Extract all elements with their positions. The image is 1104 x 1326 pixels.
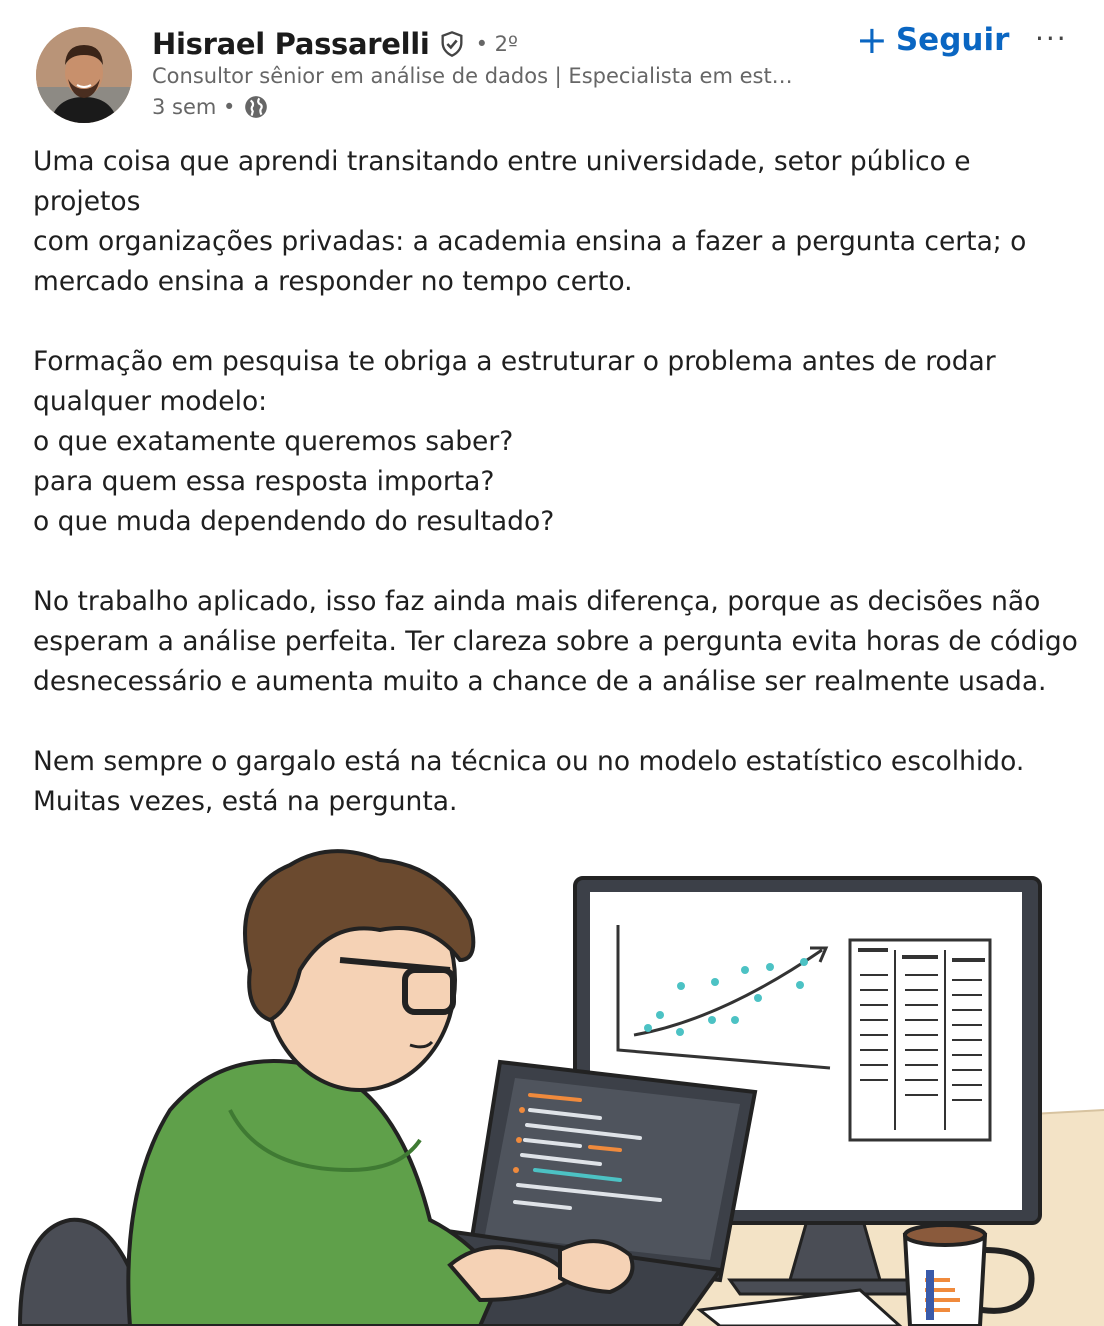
text-line: No trabalho aplicado, isso faz ainda mais diferença, porque as decisões não xyxy=(33,586,1041,617)
plus-icon: + xyxy=(856,18,888,62)
text-line: Uma coisa que aprendi transitando entre universidade, setor público e projetos xyxy=(33,146,971,217)
connection-degree: • 2º xyxy=(475,32,518,56)
post-header xyxy=(0,0,1104,140)
profile-photo xyxy=(36,27,132,123)
more-options-icon[interactable]: ··· xyxy=(1035,22,1068,55)
post-time: 3 sem • xyxy=(152,95,236,119)
illustration-analyst-at-computer xyxy=(0,810,1104,1326)
globe-icon xyxy=(243,94,269,120)
text-line: esperam a análise perfeita. Ter clareza sobre a pergunta evita horas de código xyxy=(33,626,1078,657)
author-name-row xyxy=(152,24,518,64)
text-line: com organizações privadas: a academia ensina a fazer a pergunta certa; o xyxy=(33,226,1027,257)
text-line: o que muda dependendo do resultado? xyxy=(33,506,555,537)
text-line: o que exatamente queremos saber? xyxy=(33,426,514,457)
paragraph xyxy=(33,582,1083,702)
text-line: para quem essa resposta importa? xyxy=(33,466,495,497)
author-headline: Consultor sênior em análise de dados | Especialista em est… xyxy=(152,64,793,88)
text-line: Formação em pesquisa te obriga a estruturar o problema antes de rodar xyxy=(33,346,996,377)
author-avatar[interactable] xyxy=(36,27,132,123)
shield-check-icon xyxy=(438,30,466,58)
text-line: Nem sempre o gargalo está na técnica ou no modelo estatístico escolhido. xyxy=(33,746,1025,777)
paragraph xyxy=(33,342,1083,542)
author-name[interactable]: Hisrael Passarelli xyxy=(152,27,430,61)
text-line: qualquer modelo: xyxy=(33,386,268,417)
post-meta xyxy=(152,94,269,120)
text-line: mercado ensina a responder no tempo certo. xyxy=(33,266,633,297)
text-line: Muitas vezes, está na pergunta. xyxy=(33,786,458,817)
paragraph xyxy=(33,142,1083,302)
post-text xyxy=(33,142,1083,862)
post-image[interactable] xyxy=(0,810,1104,1326)
follow-button[interactable] xyxy=(856,20,1009,60)
text-line: desnecessário e aumenta muito a chance de a análise ser realmente usada. xyxy=(33,666,1047,697)
follow-label: Seguir xyxy=(895,22,1010,58)
